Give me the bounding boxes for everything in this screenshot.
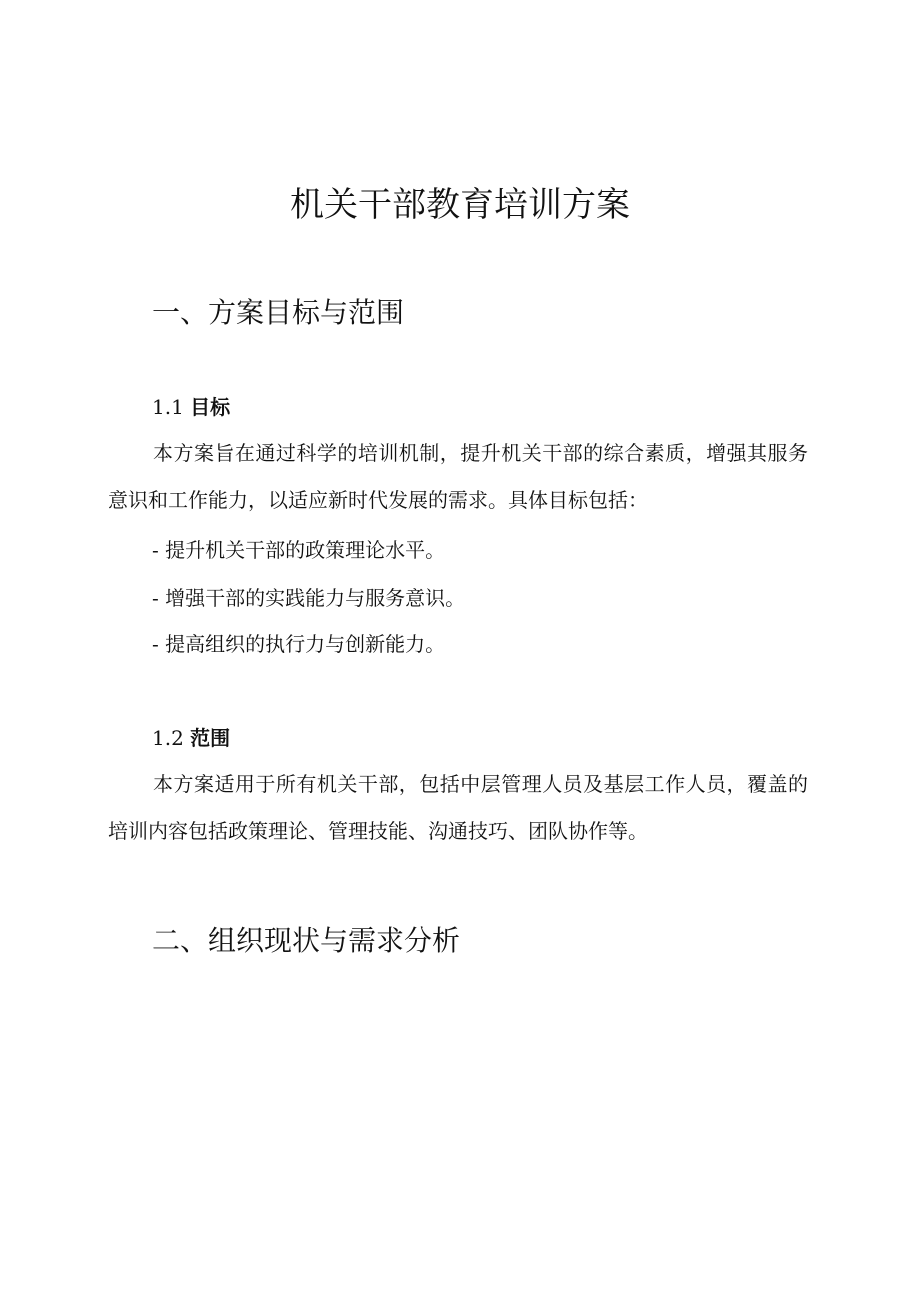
- subsection-1-2-heading: [152, 723, 230, 753]
- subsection-1-1-heading: [152, 392, 230, 422]
- section-2-heading: 二、组织现状与需求分析: [152, 924, 461, 957]
- subsection-1-1-number: 1.1: [152, 395, 184, 419]
- subsection-1-1-paragraph: 本方案旨在通过科学的培训机制，提升机关干部的综合素质，增强其服务意识和工作能力，以适应新时代发展的需求。具体目标包括：: [108, 441, 808, 512]
- section-1-heading: 一、方案目标与范围: [152, 296, 405, 329]
- subsection-1-2-number: 1.2: [152, 726, 184, 750]
- goal-bullet-1: - 提升机关干部的政策理论水平。: [152, 538, 446, 562]
- subsection-1-1-label: 目标: [190, 395, 231, 419]
- subsection-1-2-label: 范围: [190, 726, 231, 750]
- goal-bullet-3: - 提高组织的执行力与创新能力。: [152, 632, 446, 656]
- subsection-1-2-paragraph: 本方案适用于所有机关干部，包括中层管理人员及基层工作人员，覆盖的培训内容包括政策理论、管理技能、沟通技巧、团队协作等。: [108, 772, 808, 843]
- document-title: 机关干部教育培训方案: [290, 185, 630, 225]
- goal-bullet-2: - 增强干部的实践能力与服务意识。: [152, 586, 466, 610]
